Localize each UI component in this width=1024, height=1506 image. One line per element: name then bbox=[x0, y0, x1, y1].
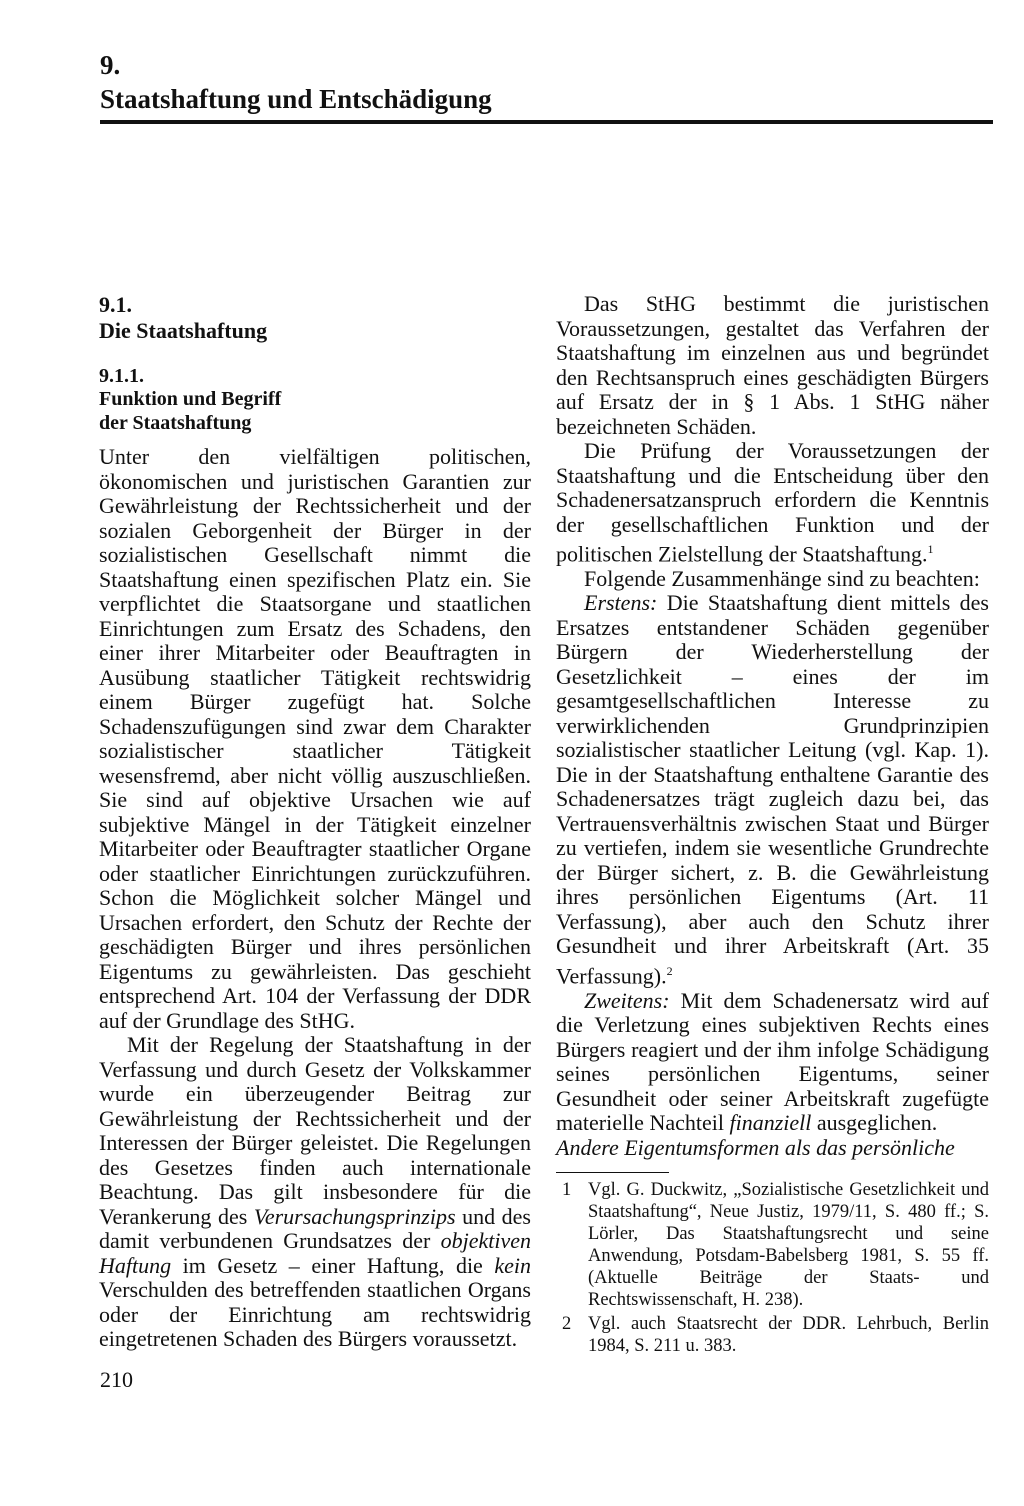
footnote-text: Vgl. G. Duckwitz, „Sozialistische Gesetzlichkeit und Staatshaftung“, Neue Justiz, 1979/11, S. 480 ff.; S. Lörler, Das Staatshaftungsrecht und seine Anwendung, Potsdam-Babelsberg 1981, S. 55 ff. (Aktuelle Beiträge der Staats- und Rechtswissenschaft, H. 238). bbox=[588, 1180, 989, 1311]
enumeration-label: Erstens: bbox=[584, 590, 658, 616]
chapter-rule bbox=[100, 120, 993, 124]
text-run: Die Prüfung der Voraussetzungen der Staatshaftung und die Entscheidung über den Schadenersatzanspruch erfordern die Kenntnis der gesellschaftlichen Funktion und der politischen Zielstellung der Staatshaftung. bbox=[556, 438, 989, 567]
footnote bbox=[556, 1179, 989, 1311]
text-run: ausgeglichen. bbox=[811, 1110, 938, 1136]
chapter-number: 9. bbox=[100, 50, 121, 80]
subsection-title-line2: der Staatshaftung bbox=[99, 411, 252, 434]
footnote bbox=[556, 1313, 989, 1357]
subsection-heading bbox=[99, 364, 531, 435]
footnote-separator bbox=[556, 1172, 669, 1173]
left-column bbox=[99, 292, 531, 1352]
footnote-number: 2 bbox=[562, 1314, 572, 1335]
section-title: Die Staatshaftung bbox=[99, 318, 268, 343]
footnotes bbox=[556, 1179, 989, 1357]
footnote-ref: 2 bbox=[666, 963, 673, 978]
footnote-ref: 1 bbox=[927, 542, 934, 556]
left-paragraph-1: Unter den vielfältigen politischen, ökonomischen und juristischen Garantien zur Gewährleistung der Rechtssicherheit und der sozialen Geborgenheit der Bürger in der sozialistischen Gesellschaft nimmt die Staatshaftung einen spezifischen Platz ein. Sie verpflichtet die Staatsorgane und staatlichen Einrichtungen zum Ersatz des Schadens, den einer ihrer Mitarbeiter oder Beauftragten in Ausübung staatlicher Tätigkeit rechtswidrig einem Bürger zugefügt hat. Solche Schadenszufügungen sind zwar dem Charakter sozialistischer staatlicher Tätigkeit wesensfremd, aber nicht völlig auszuschließen. Sie sind auf objektive Ursachen wie auf subjektive Mängel in der Tätigkeit einzelner Mitarbeiter oder Beauftragter staatlicher Organe oder staatlicher Einrichtungen zurückzuführen. Schon die Möglichkeit solcher Mängel und Ursachen erfordert, den Schutz der Rechte der geschädigten Bürger und ihres persönlichen Eigentums zu gewährleisten. Das geschieht entsprechend Art. 104 der Verfassung der DDR auf der Grundlage des StHG. bbox=[99, 444, 531, 1033]
chapter-title: Staatshaftung und Entschädigung bbox=[100, 84, 492, 114]
subsection-title-line1: Funktion und Begriff bbox=[99, 388, 282, 410]
text-run: Die Staatshaftung dient mittels des Ersatzes entstandener Schäden gegenüber Bürgern der Wiederherstellung der Gesetzlichkeit – eines der im gesamtgesellschaftlichen Interesse zu verwirklichenden Grundprinzipien sozialistischer staatlicher Leitung (vgl. Kap. 1). Die in der Staatshaftung enthaltene Garantie des Schadenersatzes trägt zugleich dazu bei, das Vertrauensverhältnis zwischen Staat und Bürger zu vertiefen, indem sie wesentliche Grundrechte der Bürger sichert, z. B. die Gewährleistung ihres persönlichen Eigentums (Art. 11 Verfassung), aber auch den Schutz ihrer Gesundheit und ihrer Arbeitskraft (Art. 35 Verfassung). bbox=[556, 590, 989, 989]
right-paragraph-3: Folgende Zusammenhänge sind zu beachten: bbox=[584, 565, 980, 591]
emphasis: objektiven Haftung bbox=[99, 1228, 531, 1278]
text-run: Verschulden des betreffenden staatlichen Organs oder der Einrichtung am rechtswidrig eingetretenen Schaden des Bürgers voraussetzt. bbox=[99, 1277, 531, 1351]
text-run: Mit der Regelung der Staatshaftung in der Verfassung und durch Gesetz der Volkskammer wurde ein überzeugender Beitrag zur Gewährleistung der Rechtssicherheit und der Interessen der Bürger geleistet. Die Regelungen des Gesetzes finden auch internationale Beachtung. Das gilt insbesondere für die Verankerung des bbox=[99, 1032, 531, 1229]
text-run: und des damit verbundenen Grundsatzes der bbox=[99, 1203, 531, 1253]
section-number: 9.1. bbox=[99, 292, 132, 317]
right-paragraph-4 bbox=[556, 591, 989, 988]
footnote-number: 1 bbox=[562, 1180, 572, 1201]
enumeration-label: Zweitens: bbox=[584, 987, 670, 1013]
page-number: 210 bbox=[100, 1367, 133, 1392]
right-paragraph-1: Das StHG bestimmt die juristischen Voraussetzungen, gestaltet das Verfahren der Staatshaftung im einzelnen aus und begründet den Rechtsanspruch eines geschädigten Bürgers auf Ersatz der in § 1 Abs. 1 StHG näher bezeichneten Schäden. bbox=[556, 291, 989, 439]
emphasis: kein bbox=[494, 1252, 531, 1278]
text-run: im Gesetz – einer Haftung, die bbox=[171, 1252, 495, 1278]
emphasis: Verursachungsprinzips bbox=[253, 1203, 456, 1229]
right-column bbox=[556, 292, 989, 1359]
left-paragraph-2 bbox=[99, 1033, 531, 1352]
emphasis: finanziell bbox=[729, 1110, 812, 1136]
emphasis: Andere Eigentumsformen als das persönliche bbox=[556, 1134, 955, 1160]
footnote-text: Vgl. auch Staatsrecht der DDR. Lehrbuch, Berlin 1984, S. 211 u. 383. bbox=[588, 1314, 989, 1357]
right-paragraph-2 bbox=[556, 439, 989, 567]
section-heading bbox=[99, 292, 531, 344]
text-run: Mit dem Schadenersatz wird auf die Verletzung eines subjektiven Rechts eines Bürgers reagiert und der ihm infolge Schädigung seines persönlichen Eigentums, seiner Gesundheit oder seiner Arbeitskraft zugefügte materielle Nachteil bbox=[556, 987, 989, 1136]
right-paragraph-5 bbox=[556, 989, 989, 1161]
subsection-number: 9.1.1. bbox=[99, 365, 144, 387]
